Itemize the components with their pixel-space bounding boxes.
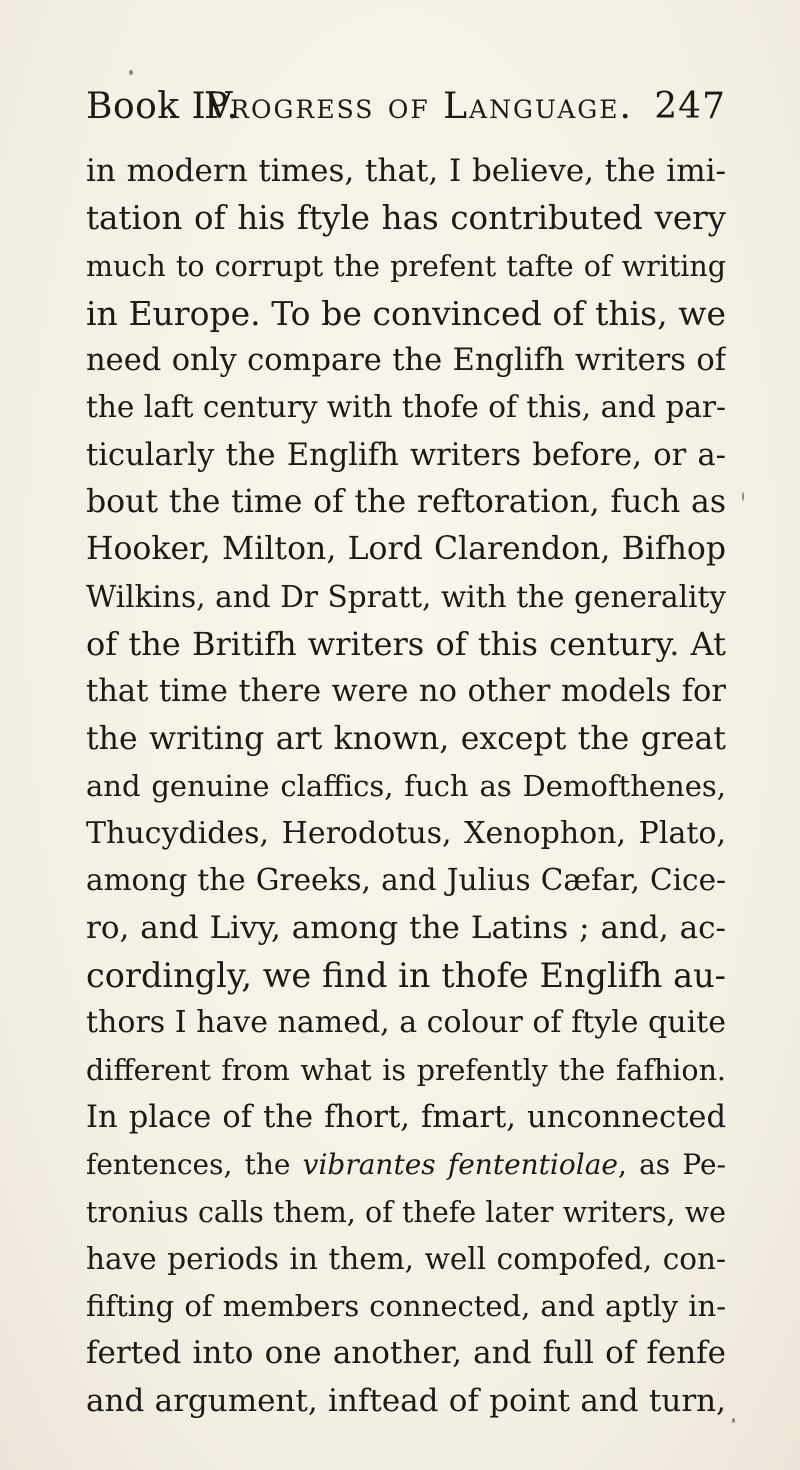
text-line: need only compare the Englifh writers of [86,343,726,379]
text-line: of the Britifh writers of this century. At [86,624,726,663]
text-line: ferted into one another, and full of fenfe [86,1335,726,1372]
text-line: bout the time of the reftoration, fuch as [86,484,726,521]
print-speck [129,70,133,75]
latin-phrase: vibrantes fententiolae [302,1148,618,1182]
print-speck [742,492,744,501]
text-line: that time there were no other models for [86,674,726,710]
text-line: and argument, inftead of point and turn, [86,1382,726,1419]
body-text [86,148,726,1425]
text-line: Thucydides, Herodotus, Xenophon, Plato, [86,816,726,852]
text-line: among the Greeks, and Julius Cæfar, Cice- [86,863,726,898]
text-line: much to corrupt the prefent tafte of writing [86,249,726,283]
running-header [86,86,726,136]
text-line: in Europe. To be convinced of this, we [86,293,726,333]
text-line: and genuine claffics, fuch as Demofthenes, [86,768,726,803]
text-line: the laft century with thofe of this, and par- [86,390,726,425]
print-speck [732,1418,735,1423]
text-line: ro, and Livy, among the Latins ; and, ac- [86,909,726,946]
text-line: cordingly, we find in thofe Englifh au- [86,956,726,996]
text-line: thors I have named, a colour of ftyle quite [86,1005,726,1041]
text-line: ticularly the Englifh writers before, or a- [86,437,726,473]
text-line: the writing art known, except the great [86,720,726,757]
book-number: Book IV. [86,86,239,127]
text-line: in modern times, that, I believe, the imi- [86,153,726,189]
text-line: In place of the fhort, fmart, unconnected [86,1099,726,1135]
text-line: tronius calls them, of thefe later writers, we [86,1195,726,1229]
text-line: have periods in them, well compofed, con- [86,1241,726,1276]
page-number: 247 [654,86,726,127]
text-line: fentences, the vibrantes fententiolae, as Pe- [86,1148,726,1182]
text-line: Wilkins, and Dr Spratt, with the generality [86,579,726,614]
text-line: Hooker, Milton, Lord Clarendon, Bifhop [86,531,726,568]
text-line: tation of his ftyle has contributed very [86,199,726,238]
chapter-title: Progress of Language. [204,86,633,127]
text-line: different from what is prefently the fafhion. [86,1053,726,1087]
text-line: fifting of members connected, and aptly in- [86,1289,726,1324]
